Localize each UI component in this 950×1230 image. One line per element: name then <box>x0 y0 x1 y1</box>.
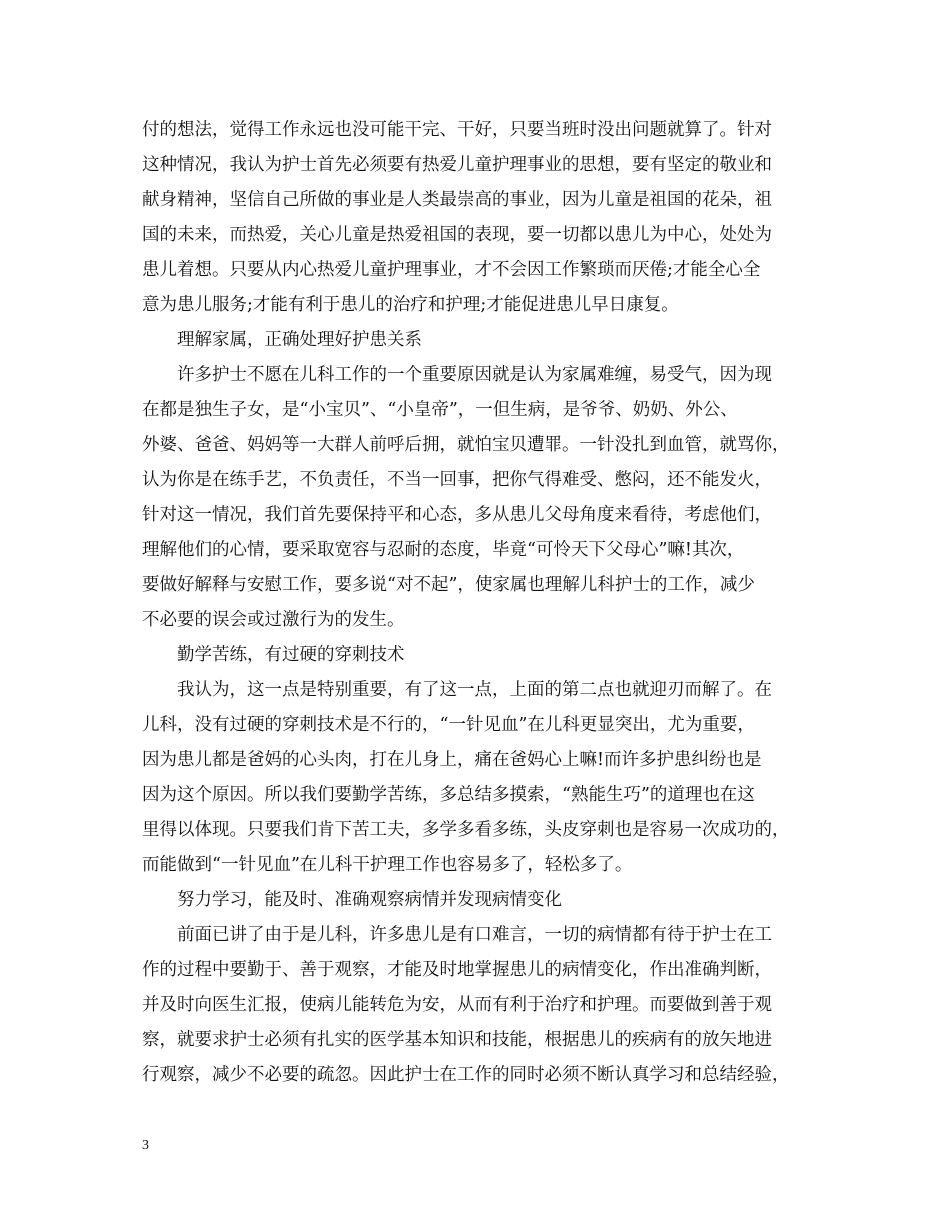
document-body <box>142 113 822 1093</box>
text-line: 并及时向医生汇报，使病儿能转危为安，从而有利于治疗和护理。而要做到善于观 <box>142 995 772 1015</box>
text-line: 认为你是在练手艺，不负责任，不当一回事，把你气得难受、憋闷，还不能发火， <box>142 470 772 490</box>
text-line: 意为患儿服务;才能有利于患儿的治疗和护理;才能促进患儿早日康复。 <box>142 295 679 315</box>
text-line: 前面已讲了由于是儿科，许多患儿是有口难言，一切的病情都有待于护士在工 <box>177 925 772 945</box>
page-number: 3 <box>142 1138 149 1153</box>
text-line: 因为患儿都是爸妈的心头肉，打在儿身上，痛在爸妈心上嘛!而许多护患纠纷也是 <box>142 750 762 770</box>
text-line: 在都是独生子女，是“小宝贝”、“小皇帝”，一但生病，是爷爷、奶奶、外公、 <box>142 400 738 420</box>
text-line: 不必要的误会或过激行为的发生。 <box>142 610 405 630</box>
text-line: 患儿着想。只要从内心热爱儿童护理事业，才不会因工作繁琐而厌倦;才能全心全 <box>142 260 761 280</box>
text-line: 我认为，这一点是特别重要，有了这一点，上面的第二点也就迎刃而解了。在 <box>177 680 772 700</box>
text-line: 针对这一情况，我们首先要保持平和心态，多从患儿父母角度来看待，考虑他们， <box>142 505 772 525</box>
text-line: 行观察，减少不必要的疏忽。因此护士在工作的同时必须不断认真学习和总结经验， <box>142 1065 790 1085</box>
text-line: 作的过程中要勤于、善于观察，才能及时地掌握患儿的病情变化，作出准确判断， <box>142 960 772 980</box>
text-line: 外婆、爸爸、妈妈等一大群人前呼后拥，就怕宝贝遭罪。一针没扎到血管，就骂你， <box>142 435 790 455</box>
text-line: 献身精神，坚信自己所做的事业是人类最崇高的事业，因为儿童是祖国的花朵，祖 <box>142 190 772 210</box>
text-line: 理解他们的心情，要采取宽容与忍耐的态度，毕竟“可怜天下父母心”嘛!其次， <box>142 540 745 560</box>
text-line: 而能做到“一针见血”在儿科干护理工作也容易多了，轻松多了。 <box>142 855 633 875</box>
text-line: 察，就要求护士必须有扎实的医学基本知识和技能，根据患儿的疾病有的放矢地进 <box>142 1030 772 1050</box>
text-line: 许多护士不愿在儿科工作的一个重要原因就是认为家属难缠，易受气，因为现 <box>177 365 772 385</box>
text-line: 要做好解释与安慰工作，要多说“对不起”，使家属也理解儿科护士的工作，减少 <box>142 575 755 595</box>
text-line: 因为这个原因。所以我们要勤学苦练，多总结多摸索，“熟能生巧”的道理也在这 <box>142 785 755 805</box>
section-heading: 努力学习，能及时、准确观察病情并发现病情变化 <box>177 890 562 910</box>
section-heading: 勤学苦练，有过硬的穿刺技术 <box>177 645 405 665</box>
text-line: 国的未来，而热爱，关心儿童是热爱祖国的表现，要一切都以患儿为中心，处处为 <box>142 225 772 245</box>
text-line: 付的想法，觉得工作永远也没可能干完、干好，只要当班时没出问题就算了。针对 <box>142 120 772 140</box>
text-line: 这种情况，我认为护士首先必须要有热爱儿童护理事业的思想，要有坚定的敬业和 <box>142 155 772 175</box>
section-heading: 理解家属，正确处理好护患关系 <box>177 330 422 350</box>
text-line: 里得以体现。只要我们肯下苦工夫，多学多看多练，头皮穿刺也是容易一次成功的， <box>142 820 790 840</box>
text-line: 儿科，没有过硬的穿刺技术是不行的，“一针见血”在儿科更显突出，尤为重要， <box>142 715 755 735</box>
